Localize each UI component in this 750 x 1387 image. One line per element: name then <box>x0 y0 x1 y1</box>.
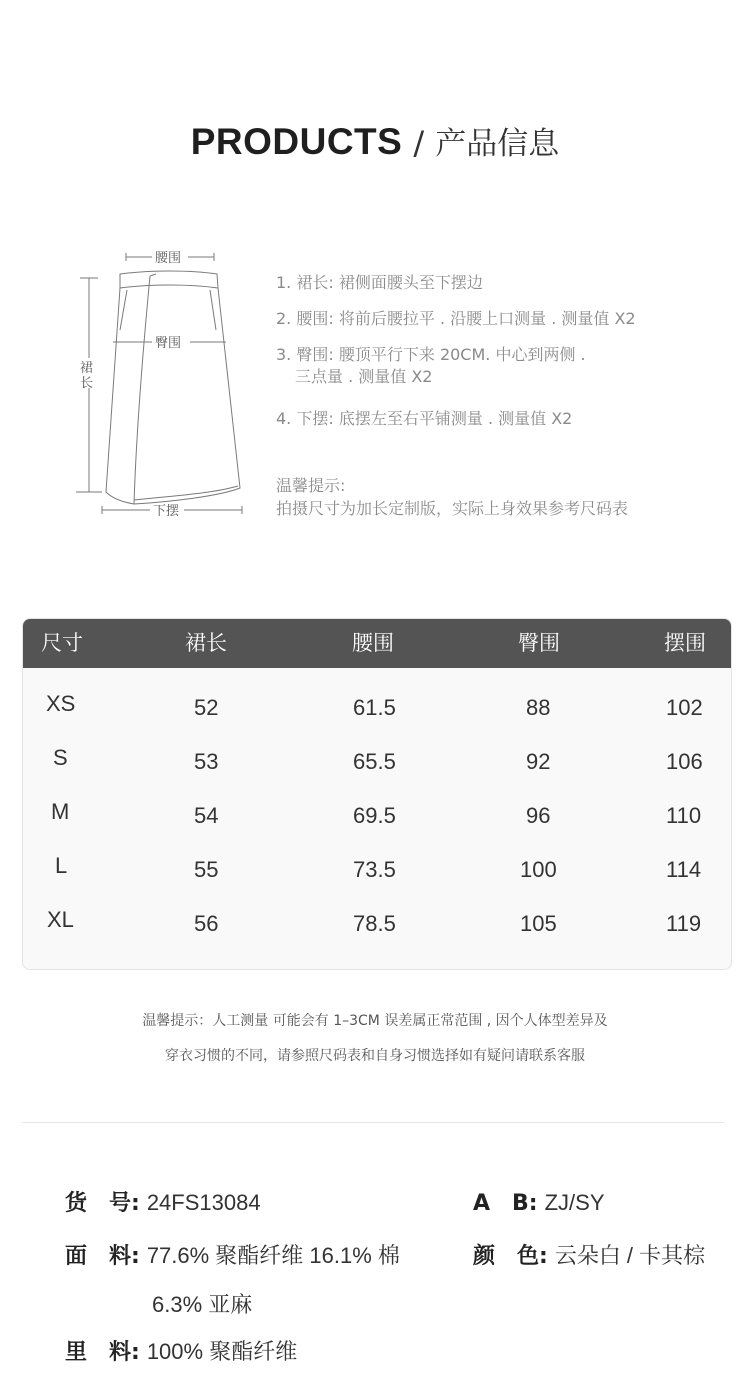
fabric-label: 面 料: <box>65 1244 140 1269</box>
lining-value: 100% 聚酯纤维 <box>146 1339 298 1364</box>
fabric <box>65 1239 400 1270</box>
ab-code-value: ZJ/SY <box>544 1190 605 1215</box>
footer-tip-line1: 温馨提示：人工测量 可能会有 1–3CM 误差属正常范围 , 因个人体型差异及 <box>142 1013 608 1029</box>
hip-label: 臀围 <box>155 336 182 351</box>
waist-label: 腰围 <box>155 251 182 266</box>
length-label-2: 长 <box>80 376 94 391</box>
header-hip: 臀围 <box>518 631 560 655</box>
header-hem: 摆围 <box>664 631 706 655</box>
note-item: 3. 臀围: 腰顶平行下来 20CM. 中心到两侧 . 三点量 . 测量值 X2 <box>276 345 586 386</box>
divider <box>22 1122 724 1123</box>
size-table <box>22 618 732 970</box>
item-number-value: 24FS13084 <box>146 1190 261 1215</box>
notes-tip-text: 拍摄尺寸为加长定制版，实际上身效果参考尺码表 <box>276 499 629 518</box>
ab-code-label: A B: <box>473 1191 538 1216</box>
lining-label: 里 料: <box>65 1340 140 1365</box>
table-row: XS 52 61.5 88 102 <box>46 691 703 720</box>
length-label-1: 裙 <box>80 361 94 376</box>
header-length: 裙长 <box>185 631 227 655</box>
title-cn: 产品信息 <box>435 126 560 162</box>
table-header <box>23 619 731 668</box>
table-row: M 54 69.5 96 110 <box>51 799 702 828</box>
color-label: 颜 色: <box>473 1244 548 1269</box>
note-item: 2. 腰围: 将前后腰拉平 . 沿腰上口测量 . 测量值 X2 <box>276 309 636 328</box>
title-en: PRODUCTS <box>190 121 403 162</box>
ab-code <box>473 1186 605 1217</box>
item-number-label: 货 号: <box>65 1191 140 1216</box>
fabric-continuation <box>152 1288 252 1319</box>
lining <box>65 1335 297 1366</box>
note-item: 4. 下摆: 底摆左至右平铺测量 . 测量值 X2 <box>276 409 573 428</box>
fabric-value: 77.6% 聚酯纤维 16.1% 棉 <box>146 1243 400 1268</box>
page-title <box>0 118 750 163</box>
color <box>473 1239 705 1270</box>
skirt-illustration <box>70 240 260 530</box>
note-item: 1. 裙长: 裙侧面腰头至下摆边 <box>276 273 483 292</box>
hem-label: 下摆 <box>153 504 180 519</box>
notes-tip-title: 温馨提示: <box>276 476 346 495</box>
header-waist: 腰围 <box>352 631 394 655</box>
table-row: L 55 73.5 100 114 <box>55 853 702 882</box>
fabric-value-line2: 6.3% 亚麻 <box>152 1292 253 1317</box>
table-row: XL 56 78.5 105 119 <box>47 907 702 936</box>
skirt-measurement-diagram <box>70 240 260 530</box>
note-continuation: 三点量 . 测量值 X2 <box>295 367 433 386</box>
item-number <box>65 1186 261 1217</box>
footer-tip-line2: 穿衣习惯的不同，请参照尺码表和自身习惯选择如有疑问请联系客服 <box>165 1048 585 1064</box>
header-size: 尺寸 <box>41 631 83 655</box>
title-separator: / <box>413 124 425 162</box>
table-row: S 53 65.5 92 106 <box>53 745 703 774</box>
color-value: 云朵白 / 卡其棕 <box>554 1243 706 1268</box>
